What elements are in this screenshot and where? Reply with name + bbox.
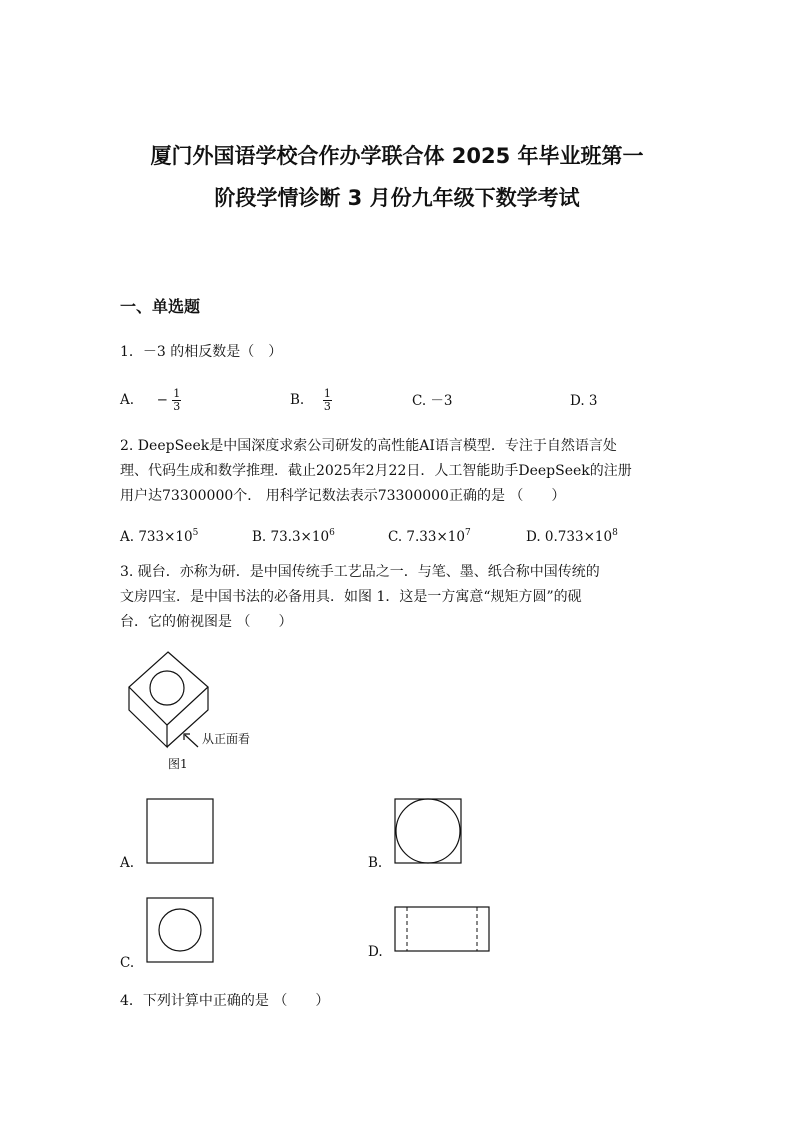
q1-option-a-sign: − bbox=[156, 392, 168, 408]
q2-option-c-exponent: 7 bbox=[464, 528, 471, 538]
square-shape bbox=[147, 898, 213, 962]
q1-option-a-numerator: 1 bbox=[173, 387, 181, 400]
inkstone-circle bbox=[150, 671, 184, 705]
section-heading: 一、单选题 bbox=[120, 297, 201, 316]
question-4-stem: 4．下列计算中正确的是 （ ） bbox=[120, 993, 330, 1009]
q2-option-c bbox=[388, 523, 471, 547]
q1-option-b-numerator: 1 bbox=[323, 387, 331, 400]
q1-option-a bbox=[120, 388, 181, 413]
inkstone-left-face bbox=[129, 687, 167, 747]
question-1-stem: 1．－3 的相反数是（ ） bbox=[120, 344, 283, 360]
document-title-line1: 厦门外国语学校合作办学联合体 2025 年毕业班第一 bbox=[150, 144, 644, 168]
view-arrow-shaft bbox=[185, 735, 198, 747]
question-3-line2: 文房四宝．是中国书法的必备用具．如图 1．这是一方寓意“规矩方圆”的砚 bbox=[120, 589, 582, 605]
q3-option-d-figure bbox=[393, 905, 493, 955]
q1-option-c: C. －3 bbox=[412, 393, 453, 409]
question-2-line1: 2. DeepSeek是中国深度求索公司研发的高性能AI语言模型．专注于自然语言处 bbox=[120, 438, 617, 454]
q2-option-a bbox=[120, 523, 198, 547]
inkstone-top-face bbox=[129, 652, 208, 725]
rectangle-shape bbox=[395, 907, 489, 951]
figure-1-inkstone bbox=[120, 650, 280, 775]
question-3-line1: 3. 砚台．亦称为研．是中国传统手工艺品之一．与笔、墨、纸合称中国传统的 bbox=[120, 564, 600, 580]
square-shape bbox=[147, 799, 213, 863]
q2-option-a-exponent: 5 bbox=[192, 528, 199, 538]
q1-option-a-label: A. bbox=[120, 392, 135, 408]
question-3-line3: 台．它的俯视图是 （ ） bbox=[120, 614, 293, 630]
q2-option-c-text: C. 7.33×10 bbox=[388, 529, 465, 545]
q3-option-a-figure bbox=[145, 797, 217, 867]
question-2-line3: 用户达73300000个． 用科学记数法表示73300000正确的是 （ ） bbox=[120, 488, 566, 504]
q1-option-a-denominator: 3 bbox=[173, 400, 181, 413]
q2-option-d-text: D. 0.733×10 bbox=[526, 529, 613, 545]
q3-option-c-figure bbox=[145, 896, 217, 966]
question-2-line2: 理、代码生成和数学推理．截止2025年2月22日．人工智能助手DeepSeek的注册 bbox=[120, 463, 632, 479]
q3-option-c-label: C. bbox=[120, 955, 135, 971]
small-circle-shape bbox=[159, 909, 201, 951]
q3-option-b-figure bbox=[393, 797, 465, 867]
figure-1-arrow-label: 从正面看 bbox=[202, 732, 251, 746]
q3-option-b-label: B. bbox=[368, 855, 383, 871]
q2-option-b bbox=[252, 523, 335, 547]
q1-option-a-fraction bbox=[172, 388, 181, 413]
q2-option-a-text: A. 733×10 bbox=[120, 529, 193, 545]
figure-1-caption: 图1 bbox=[168, 757, 188, 771]
document-title-line2: 阶段学情诊断 3 月份九年级下数学考试 bbox=[214, 186, 580, 210]
q1-option-b bbox=[290, 388, 332, 413]
q2-option-d bbox=[526, 523, 618, 547]
q1-option-b-label: B. bbox=[290, 392, 305, 408]
q2-option-b-exponent: 6 bbox=[329, 528, 335, 538]
q1-option-d: D. 3 bbox=[570, 393, 598, 409]
q2-option-b-text: B. 73.3×10 bbox=[252, 529, 330, 545]
inscribed-circle-shape bbox=[396, 799, 460, 863]
q1-option-b-denominator: 3 bbox=[323, 400, 331, 413]
q1-option-b-fraction bbox=[323, 388, 332, 413]
q2-option-d-exponent: 8 bbox=[612, 528, 618, 538]
q3-option-d-label: D. bbox=[368, 944, 383, 960]
q3-option-a-label: A. bbox=[120, 855, 135, 871]
